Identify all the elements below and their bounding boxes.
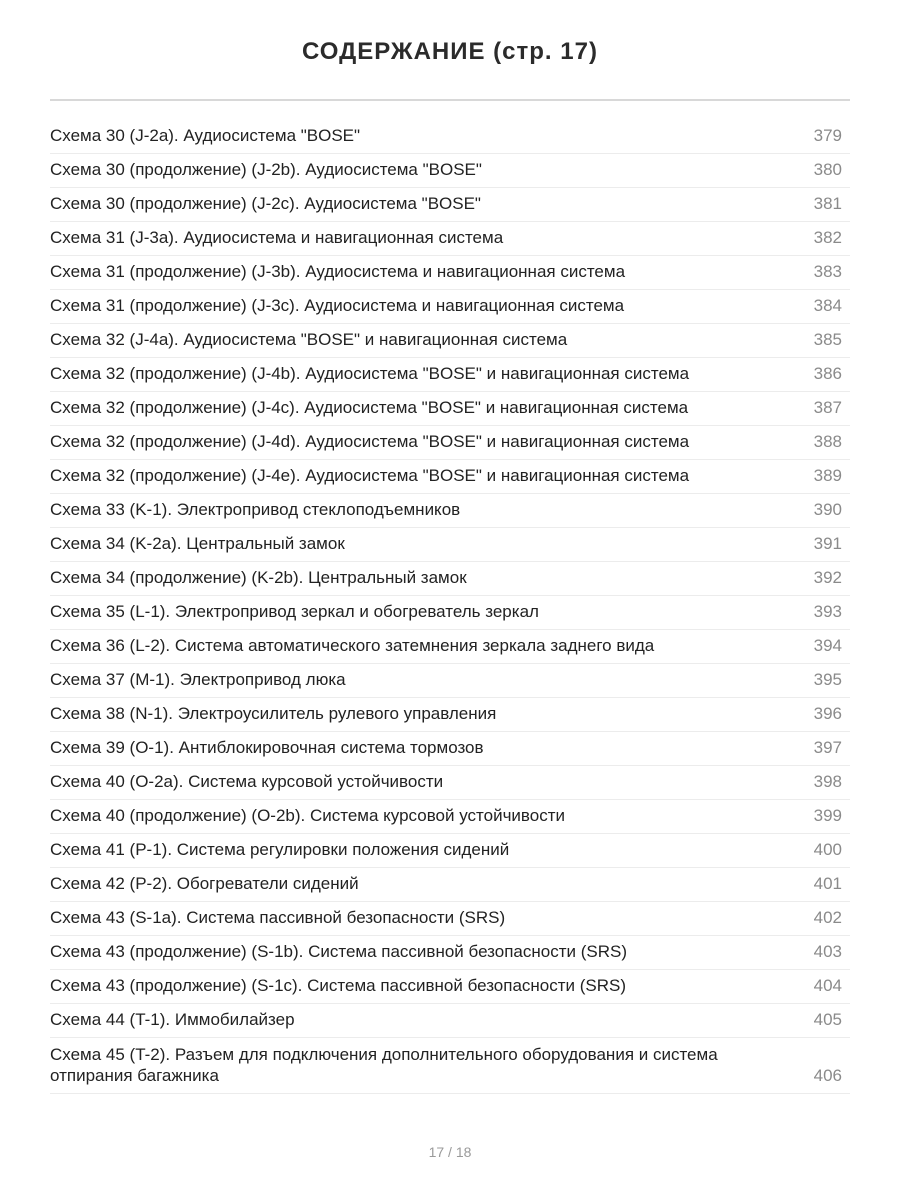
toc-entry-page: 379 <box>813 126 842 145</box>
toc-entry-title: Схема 37 (M-1). Электропривод люка <box>50 670 346 689</box>
toc-entry-title: Схема 35 (L-1). Электропривод зеркал и обогреватель зеркал <box>50 602 539 621</box>
toc-entry-page: 392 <box>813 568 842 587</box>
toc-entry-title: Схема 40 (продолжение) (O-2b). Система курсовой устойчивости <box>50 806 565 825</box>
toc-entry-page: 394 <box>813 636 842 655</box>
toc-entry[interactable] <box>50 562 850 596</box>
page-title: СОДЕРЖАНИЕ (стр. 17) <box>302 38 598 65</box>
toc-entry-page: 385 <box>813 330 842 349</box>
toc-entry[interactable] <box>50 800 850 834</box>
toc-entry[interactable] <box>50 120 850 154</box>
toc-entry[interactable] <box>50 392 850 426</box>
toc-entry[interactable] <box>50 970 850 1004</box>
toc-entry[interactable] <box>50 834 850 868</box>
toc-entry-title: Схема 39 (O-1). Антиблокировочная система тормозов <box>50 738 484 757</box>
toc-entry[interactable] <box>50 222 850 256</box>
toc-entry-page: 382 <box>813 228 842 247</box>
toc-entry[interactable] <box>50 664 850 698</box>
toc-entry-title: Схема 38 (N-1). Электроусилитель рулевого управления <box>50 704 497 723</box>
toc-entry-page: 404 <box>813 976 842 995</box>
toc-entry-page: 387 <box>813 398 842 417</box>
toc-entry-title: Схема 30 (J-2a). Аудиосистема "BOSE" <box>50 126 361 145</box>
toc-entry[interactable] <box>50 1038 850 1094</box>
toc-entry[interactable] <box>50 698 850 732</box>
toc-entry-title: Схема 32 (J-4a). Аудиосистема "BOSE" и навигационная система <box>50 330 568 349</box>
toc-entry-title: Схема 32 (продолжение) (J-4e). Аудиосистема "BOSE" и навигационная система <box>50 466 690 485</box>
toc-entry-page: 405 <box>813 1010 842 1029</box>
toc-entry-page: 389 <box>813 466 842 485</box>
toc-entry[interactable] <box>50 766 850 800</box>
toc-entry-page: 390 <box>813 500 842 519</box>
toc-entry-title: Схема 45 (T-2). Разъем для подключения дополнительного оборудования и система отпирания багажника <box>50 1045 718 1085</box>
toc-entry[interactable] <box>50 936 850 970</box>
toc-entry[interactable] <box>50 630 850 664</box>
toc-entry-page: 403 <box>813 942 842 961</box>
toc-entry-title: Схема 41 (P-1). Система регулировки положения сидений <box>50 840 510 859</box>
toc-entry-title: Схема 36 (L-2). Система автоматического затемнения зеркала заднего вида <box>50 636 655 655</box>
toc-entry[interactable] <box>50 596 850 630</box>
toc-entry-page: 391 <box>813 534 842 553</box>
toc-entry-page: 400 <box>813 840 842 859</box>
toc-entry-page: 380 <box>813 160 842 179</box>
title-divider <box>50 99 850 101</box>
page-indicator: 17 / 18 <box>428 1144 472 1160</box>
toc-entry-page: 395 <box>813 670 842 689</box>
toc-entry-title: Схема 30 (продолжение) (J-2b). Аудиосистема "BOSE" <box>50 160 482 179</box>
toc-entry[interactable] <box>50 1004 850 1038</box>
toc-entry-title: Схема 34 (K-2a). Центральный замок <box>50 534 345 553</box>
toc-entry[interactable] <box>50 188 850 222</box>
toc-entry-title: Схема 32 (продолжение) (J-4c). Аудиосистема "BOSE" и навигационная система <box>50 398 689 417</box>
toc-entry-title: Схема 31 (продолжение) (J-3c). Аудиосистема и навигационная система <box>50 296 625 315</box>
toc-entry-title: Схема 31 (J-3a). Аудиосистема и навигационная система <box>50 228 504 247</box>
toc-entry-page: 383 <box>813 262 842 281</box>
toc-entry-title: Схема 33 (K-1). Электропривод стеклоподъемников <box>50 500 461 519</box>
toc-entry-title: Схема 30 (продолжение) (J-2c). Аудиосистема "BOSE" <box>50 194 481 213</box>
toc-entry-page: 402 <box>813 908 842 927</box>
toc-entry-page: 386 <box>813 364 842 383</box>
toc-entry[interactable] <box>50 528 850 562</box>
toc-entry[interactable] <box>50 154 850 188</box>
toc-entry[interactable] <box>50 868 850 902</box>
toc-entry[interactable] <box>50 902 850 936</box>
toc-entry-title: Схема 40 (O-2a). Система курсовой устойчивости <box>50 772 444 791</box>
toc-entry-title: Схема 43 (продолжение) (S-1c). Система пассивной безопасности (SRS) <box>50 976 627 995</box>
toc-entry-title: Схема 42 (P-2). Обогреватели сидений <box>50 874 359 893</box>
toc-entry-title: Схема 31 (продолжение) (J-3b). Аудиосистема и навигационная система <box>50 262 626 281</box>
toc-entry[interactable] <box>50 460 850 494</box>
toc-entry-page: 384 <box>813 296 842 315</box>
toc-entry[interactable] <box>50 732 850 766</box>
toc-entry[interactable] <box>50 256 850 290</box>
toc-entry-page: 388 <box>813 432 842 451</box>
toc-entry-title: Схема 34 (продолжение) (K-2b). Центральный замок <box>50 568 467 587</box>
toc-list <box>50 120 850 1094</box>
toc-entry[interactable] <box>50 324 850 358</box>
toc-entry-page: 401 <box>813 874 842 893</box>
toc-entry[interactable] <box>50 358 850 392</box>
toc-entry-title: Схема 32 (продолжение) (J-4b). Аудиосистема "BOSE" и навигационная система <box>50 364 690 383</box>
toc-entry-page: 397 <box>813 738 842 757</box>
toc-entry-title: Схема 44 (T-1). Иммобилайзер <box>50 1010 295 1029</box>
toc-entry[interactable] <box>50 290 850 324</box>
toc-entry-page: 399 <box>813 806 842 825</box>
toc-entry-title: Схема 43 (продолжение) (S-1b). Система пассивной безопасности (SRS) <box>50 942 627 961</box>
toc-entry-title: Схема 43 (S-1a). Система пассивной безопасности (SRS) <box>50 908 506 927</box>
toc-entry-page: 406 <box>813 1066 842 1085</box>
toc-entry-page: 393 <box>813 602 842 621</box>
toc-entry-page: 381 <box>813 194 842 213</box>
toc-entry[interactable] <box>50 426 850 460</box>
toc-entry-page: 396 <box>813 704 842 723</box>
toc-entry-page: 398 <box>813 772 842 791</box>
toc-entry[interactable] <box>50 494 850 528</box>
toc-entry-title: Схема 32 (продолжение) (J-4d). Аудиосистема "BOSE" и навигационная система <box>50 432 690 451</box>
